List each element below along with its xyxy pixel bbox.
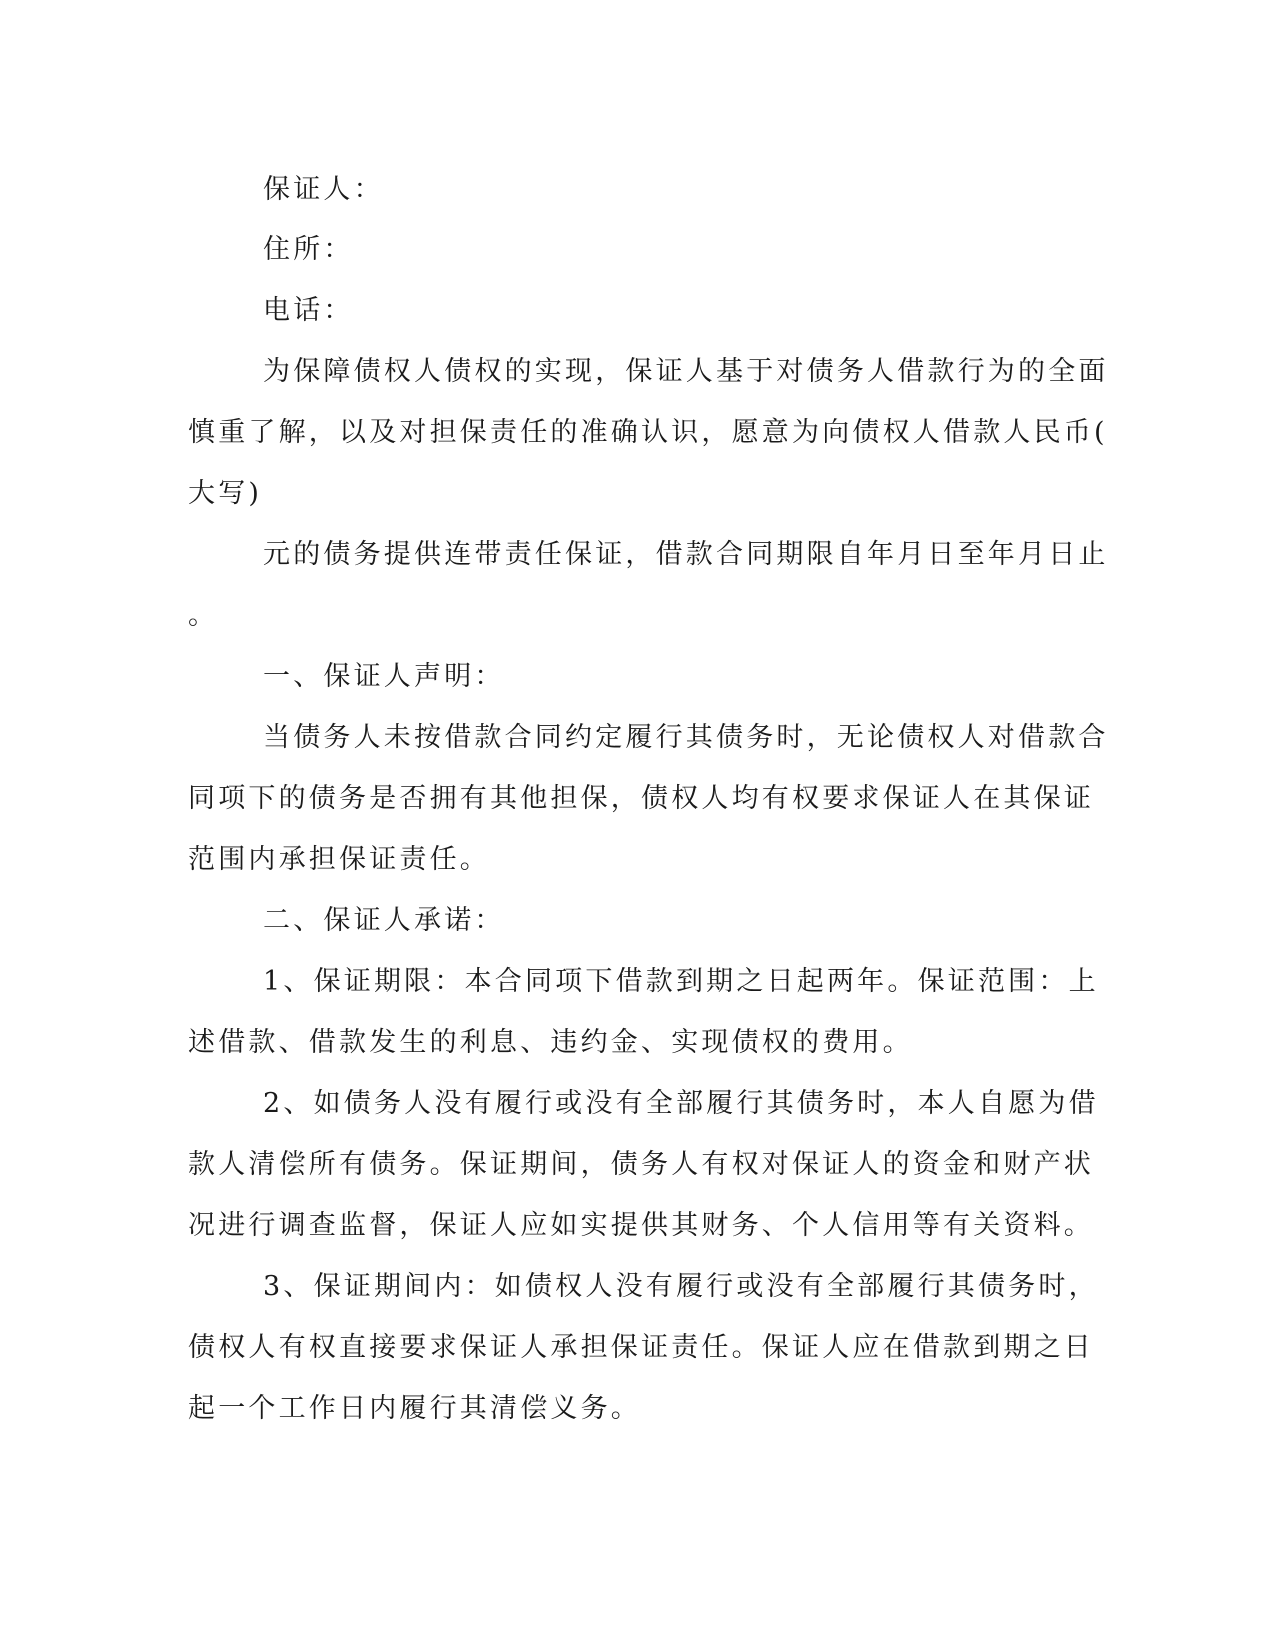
item-2-line: 况进行调查监督，保证人应如实提供其财务、个人信用等有关资料。 bbox=[188, 1210, 1094, 1241]
intro-paragraph-line: 大写) bbox=[188, 478, 263, 509]
phone-label: 电话： bbox=[263, 295, 354, 326]
address-label: 住所： bbox=[263, 234, 354, 265]
section-1-paragraph-line: 同项下的债务是否拥有其他担保，债权人均有权要求保证人在其保证 bbox=[188, 783, 1094, 814]
item-1-line: 述借款、借款发生的利息、违约金、实现债权的费用。 bbox=[188, 1027, 913, 1058]
section-1-heading: 一、保证人声明： bbox=[263, 661, 505, 692]
section-1-paragraph-line: 范围内承担保证责任。 bbox=[188, 844, 490, 875]
section-2-heading: 二、保证人承诺： bbox=[263, 905, 505, 936]
item-2-line: 2、如债务人没有履行或没有全部履行其债务时，本人自愿为借 bbox=[263, 1088, 1099, 1119]
intro-paragraph-line: 慎重了解，以及对担保责任的准确认识，愿意为向债权人借款人民币( bbox=[188, 417, 1108, 448]
item-3-line: 起一个工作日内履行其清偿义务。 bbox=[188, 1393, 641, 1424]
amount-paragraph-line: 。 bbox=[188, 600, 219, 631]
item-3-line: 3、保证期间内：如债权人没有履行或没有全部履行其债务时， bbox=[263, 1271, 1099, 1302]
guarantor-label: 保证人： bbox=[263, 174, 384, 205]
item-2-line: 款人清偿所有债务。保证期间，债务人有权对保证人的资金和财产状 bbox=[188, 1149, 1094, 1180]
amount-paragraph-line: 元的债务提供连带责任保证，借款合同期限自年月日至年月日止 bbox=[263, 539, 1109, 570]
item-3-line: 债权人有权直接要求保证人承担保证责任。保证人应在借款到期之日 bbox=[188, 1332, 1094, 1363]
item-1-line: 1、保证期限：本合同项下借款到期之日起两年。保证范围：上 bbox=[263, 966, 1099, 997]
section-1-paragraph-line: 当债务人未按借款合同约定履行其债务时，无论债权人对借款合 bbox=[263, 722, 1109, 753]
intro-paragraph-line: 为保障债权人债权的实现，保证人基于对债务人借款行为的全面 bbox=[263, 356, 1109, 387]
